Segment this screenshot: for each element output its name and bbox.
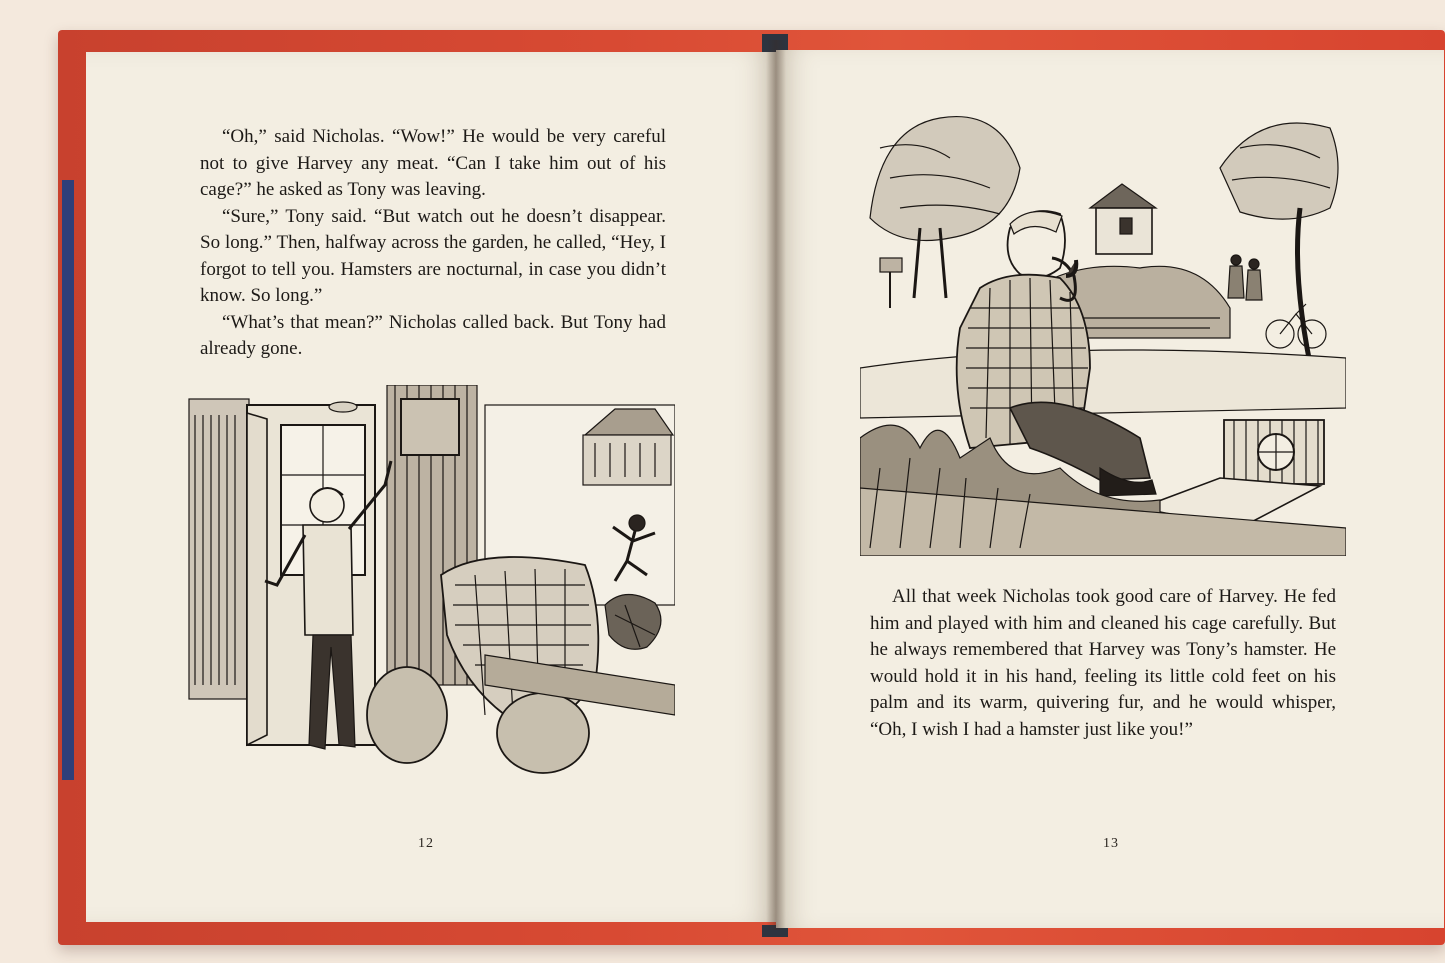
- left-paragraph-2: “Sure,” Tony said. “But watch out he doesn’t disappear. So long.” Then, halfway across the garden, he called, “Hey, I forgot to tell you. Hamsters are nocturnal, in case you didn’t know. So long.”: [200, 205, 666, 306]
- left-paragraph-1: “Oh,” said Nicholas. “Wow!” He would be very careful not to give Harvey any meat. “Can I take him out of his cage?” he asked as Tony was leaving.: [200, 126, 666, 200]
- illustration-boy-with-hamster: [860, 108, 1346, 556]
- cover-edge-blue: [62, 180, 74, 780]
- right-paragraph-1: All that week Nicholas took good care of Harvey. He fed him and played with him and cleaned his cage carefully. But he always remembered that Harvey was Tony’s hamster. He would hold it in his hand, feeling its little cold feet on his palm and its warm, quivering fur, and he would whisper, “Oh, I wish I had a hamster just like you!”: [870, 586, 1336, 740]
- spine-gutter-shadow: [766, 40, 786, 930]
- left-paragraph-3: “What’s that mean?” Nicholas called back. But Tony had already gone.: [200, 311, 666, 359]
- page-number-right: 13: [1103, 836, 1119, 851]
- page-number-left: 12: [418, 836, 434, 851]
- illustration-boy-at-door: [185, 385, 675, 783]
- right-page-text: [870, 584, 1336, 743]
- left-page-text: [200, 124, 666, 363]
